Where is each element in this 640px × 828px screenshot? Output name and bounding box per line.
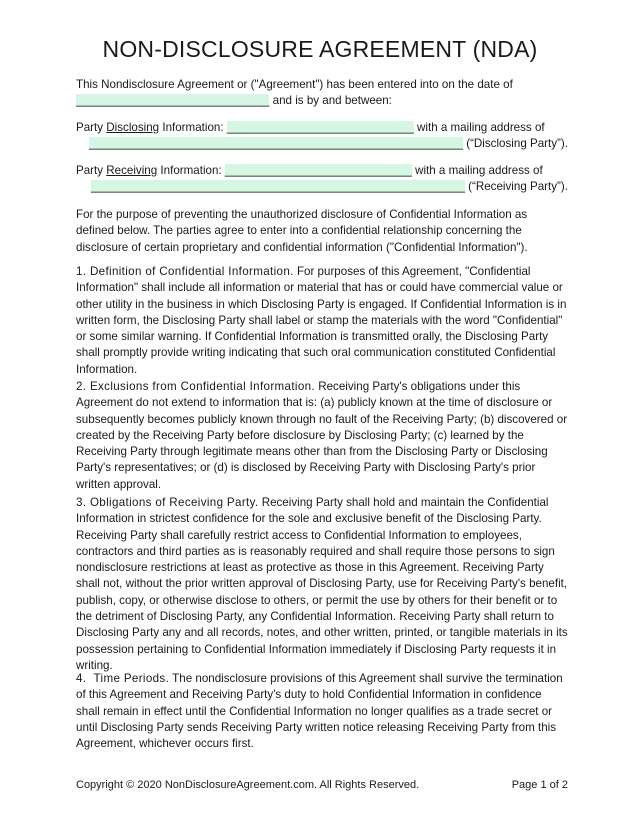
party-prefix: Party [76, 164, 107, 177]
section-4 [76, 671, 568, 752]
section-3-heading: 3. Obligations of Receiving Party. [76, 496, 259, 509]
section-1-body: For purposes of this Agreement, "Confidential Information" shall include all information or material that has or could have commercial value or other utility in the business in which Disclosing Party is engaged. If Confidential Information is in written form, the Disclosing Party shall label or stamp the materials with the word "Confidential" or some similar warning. If Confidential Information is transmitted orally, the Disclosing Party shall promptly provide writing indicating that such oral communication constituted Confidential Information. [76, 265, 567, 376]
page-number: Page 1 of 2 [511, 779, 568, 791]
disclosing-role: Disclosing [106, 121, 160, 134]
section-4-heading: 4. Time Periods. [76, 672, 170, 685]
disclosing-party-block [76, 120, 568, 153]
receiving-role: Receiving [106, 164, 158, 177]
address-lead: with a mailing address of [411, 164, 543, 177]
intro-line: This Nondisclosure Agreement or ("Agreement") has been entered into on the date of [76, 78, 513, 91]
address-lead: with a mailing address of [413, 121, 545, 134]
page-title: NON-DISCLOSURE AGREEMENT (NDA) [102, 36, 538, 62]
intro-paragraph [76, 77, 568, 110]
receiving-address-field[interactable]: __________________________________________________________ [90, 180, 465, 194]
section-3-body: Receiving Party shall hold and maintain the Confidential Information in strictest confidence for the sole and exclusive benefit of the Disclosing Party. Receiving Party shall carefully restrict access to Confidential Information to employees, contractors and third parties as is reasonably required and shall require those persons to sign nondisclosure restrictions at least as protective as those in this Agreement. Receiving Party shall not, without the prior written approval of Disclosing Party, use for Receiving Party's benefit, publish, copy, or otherwise disclose to others, or permit the use by others for their benefit or to the detriment of Disclosing Party, any Confidential Information. Receiving Party shall return to Disclosing Party any and all records, notes, and other written, printed, or tangible materials in its possession pertaining to Confidential Information immediately if Disclosing Party requests it in writing. [76, 496, 568, 672]
section-2 [76, 379, 568, 493]
disclosing-label: (“Disclosing Party”). [462, 137, 568, 151]
party-prefix: Party [76, 121, 107, 134]
purpose-paragraph: For the purpose of preventing the unauthorized disclosure of Confidential Information as defined below. The parties agree to enter into a confidential relationship concerning the disclosure of certain proprietary and confidential information ("Confidential Information"). [76, 208, 528, 254]
date-field[interactable]: ______________________________ [76, 94, 270, 108]
section-4-body: The nondisclosure provisions of this Agreement shall survive the termination of this Agreement and Receiving Party's duty to hold Confidential Information in confidence shall remain in effect until the Confidential Information no longer qualifies as a trade secret or until Disclosing Party sends Receiving Party written notice releasing Receiving Party from this Agreement, whichever occurs first. [76, 672, 563, 751]
section-2-body: Receiving Party's obligations under this Agreement do not extend to information that is: (a) publicly known at the time of disclosure or subsequently becomes publicly known through no fault of the Receiving Party; (b) discovered or created by the Receiving Party before disclosure by Disclosing Party; (c) learned by the Receiving Party through legitimate means other than from the Disclosing Party or Disclosing Party's representatives; or (d) is disclosed by Receiving Party with Disclosing Party's prior written approval. [76, 380, 568, 491]
disclosing-name-field[interactable]: _____________________________ [226, 121, 414, 134]
party-suffix: Information: [157, 164, 225, 177]
section-1-heading: 1. Definition of Confidential Information. [76, 265, 294, 278]
copyright-notice: Copyright © 2020 NonDisclosureAgreement.com. All Rights Reserved. [76, 779, 420, 791]
receiving-label: (“Receiving Party”). [464, 180, 568, 194]
section-2-heading: 2. Exclusions from Confidential Information. [76, 380, 316, 393]
section-1 [76, 264, 568, 378]
intro-rest: and is by and between: [269, 94, 392, 108]
party-suffix: Information: [159, 121, 227, 134]
section-3 [76, 495, 568, 674]
receiving-name-field[interactable]: _____________________________ [224, 164, 412, 177]
receiving-party-block [76, 163, 568, 196]
disclosing-address-field[interactable]: __________________________________________________________ [89, 137, 463, 151]
